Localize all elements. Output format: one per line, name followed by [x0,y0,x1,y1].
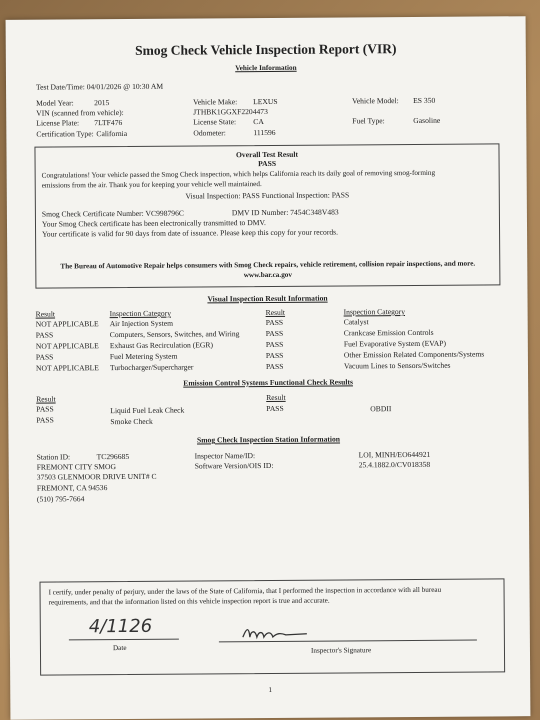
visual-right-result: PASS [265,350,284,361]
functional-left-result-header: Result [36,394,56,404]
certification-box [39,578,505,675]
license-state-label: License State: [193,117,237,127]
bar-note: The Bureau of Automotive Repair helps consumers with Smog Check repairs, vehicle retirement, collision repair inspections, and more. [60,259,476,271]
functional-left-result: PASS [36,415,54,425]
visual-right-category-header: Inspection Category [343,307,406,317]
visual-right-category: Catalyst [343,317,369,327]
station-id-label: Station ID: [36,452,71,462]
visual-left-result: PASS [35,330,54,340]
congrats-line-2: emissions from the air. Thank you for keeping your vehicle well maintained. [41,180,262,190]
congrats-line-1: Congratulations! Your vehicle passed the Smog Check inspection, which helps California reach its daily goal of removing smog-forming [41,168,436,180]
overall-heading: Overall Test Result [235,149,299,160]
certificate-number: Smog Check Certificate Number: VC998796C [41,208,184,219]
visual-left-category: Computers, Sensors, Switches, and Wiring [109,329,240,340]
station-address-1: 37503 GLENMOOR DRIVE UNIT# C [36,471,157,482]
odometer: 111596 [253,127,276,138]
visual-functional-summary: Visual Inspection: PASS Functional Inspection: PASS [185,190,350,201]
visual-left-result: NOT APPLICABLE [35,363,99,373]
date-label: Date [112,643,127,653]
dmv-id: DMV ID Number: 7454C348V483 [231,207,339,218]
software-label: Software Version/OIS ID: [194,460,274,471]
functional-left-category: Smoke Check [110,416,153,427]
station-id: TC296685 [96,451,130,462]
visual-left-category: Exhaust Gas Recirculation (EGR) [109,340,213,351]
visual-left-result: NOT APPLICABLE [35,319,99,329]
vin-label: VIN (scanned from vehicle): [36,108,124,118]
vir-document [6,16,531,720]
overall-result: PASS [258,158,277,169]
cert-type-label: Certification Type: [36,129,94,139]
visual-left-result: PASS [35,352,54,362]
visual-right-result: PASS [265,339,284,350]
visual-right-result: PASS [265,361,284,372]
page-number: 1 [268,685,273,695]
visual-left-category-header: Inspection Category [109,308,172,319]
overall-result-box [34,143,500,288]
model-label: Vehicle Model: [352,96,399,106]
report-title: Smog Check Vehicle Inspection Report (VIR) [135,41,397,58]
station-phone: (510) 795-7664 [36,494,85,504]
validity-note: Your certificate is valid for 90 days from date of issuance. Please keep this copy for your records. [42,227,339,239]
visual-left-result: NOT APPLICABLE [35,341,99,351]
station-address-2: FREMONT, CA 94536 [36,483,108,493]
visual-left-category: Turbocharger/Supercharger [109,362,194,373]
model: ES 350 [413,95,436,105]
functional-left-result: PASS [36,404,54,414]
signature-label: Inspector's Signature [310,646,372,655]
visual-right-category: Vacuum Lines to Sensors/Switches [343,360,451,371]
station-name: FREMONT CITY SMOG [36,462,117,472]
visual-right-category: Other Emission Related Components/Systems [343,349,485,360]
transmitted-note: Your Smog Check certificate has been electronically transmitted to DMV. [41,218,266,229]
handwritten-date: 4/1126 [88,615,153,638]
make-label: Vehicle Make: [193,97,238,107]
visual-right-result: PASS [265,328,284,339]
vehicle-info-heading: Vehicle Information [235,63,297,73]
visual-right-category: Crankcase Emission Controls [343,327,434,338]
certify-line-1: I certify, under penalty of perjury, under the laws of the State of California, that I performed the inspection in accordance with all bureau [48,585,442,597]
test-datetime: Test Date/Time: 04/01/2026 @ 10:30 AM [36,81,164,92]
functional-left-category: Liquid Fuel Leak Check [110,405,185,416]
visual-heading: Visual Inspection Result Information [207,293,328,304]
station-heading: Smog Check Inspection Station Information [196,434,341,445]
visual-right-result: PASS [265,317,284,328]
license-plate-label: License Plate: [36,118,80,128]
inspector-name: LOI, MINH/EO644921 [358,449,431,460]
functional-right-result-header: Result [266,392,286,403]
visual-left-category: Fuel Metering System [109,351,178,362]
visual-right-category: Fuel Evaporative System (EVAP) [343,338,447,349]
bar-url[interactable]: www.bar.ca.gov [243,270,293,280]
visual-right-result-header: Result [265,307,286,318]
visual-left-result-header: Result [35,309,56,319]
date-line [69,639,179,641]
model-year-label: Model Year: [36,98,74,108]
software-version: 25.4.1882.0/CV018358 [358,459,431,470]
visual-left-category: Air Injection System [109,318,173,329]
inspector-label: Inspector Name/ID: [194,451,256,461]
functional-right-category: OBDII [370,404,392,414]
license-state: CA [253,117,264,127]
cert-type: California [96,128,128,139]
certify-line-2: requirements, and that the information listed on this vehicle inspection report is true and accurate. [48,596,330,607]
license-plate: 7LTF476 [94,118,123,128]
functional-right-result: PASS [266,403,284,414]
odometer-label: Odometer: [193,128,226,138]
model-year: 2015 [94,98,110,108]
fuel: Gasoline [413,115,441,125]
functional-heading: Emission Control Systems Functional Check Results [183,377,353,388]
fuel-label: Fuel Type: [352,116,385,126]
vin: JTHBK1GGXF2204473 [193,106,268,117]
make: LEXUS [253,96,278,107]
